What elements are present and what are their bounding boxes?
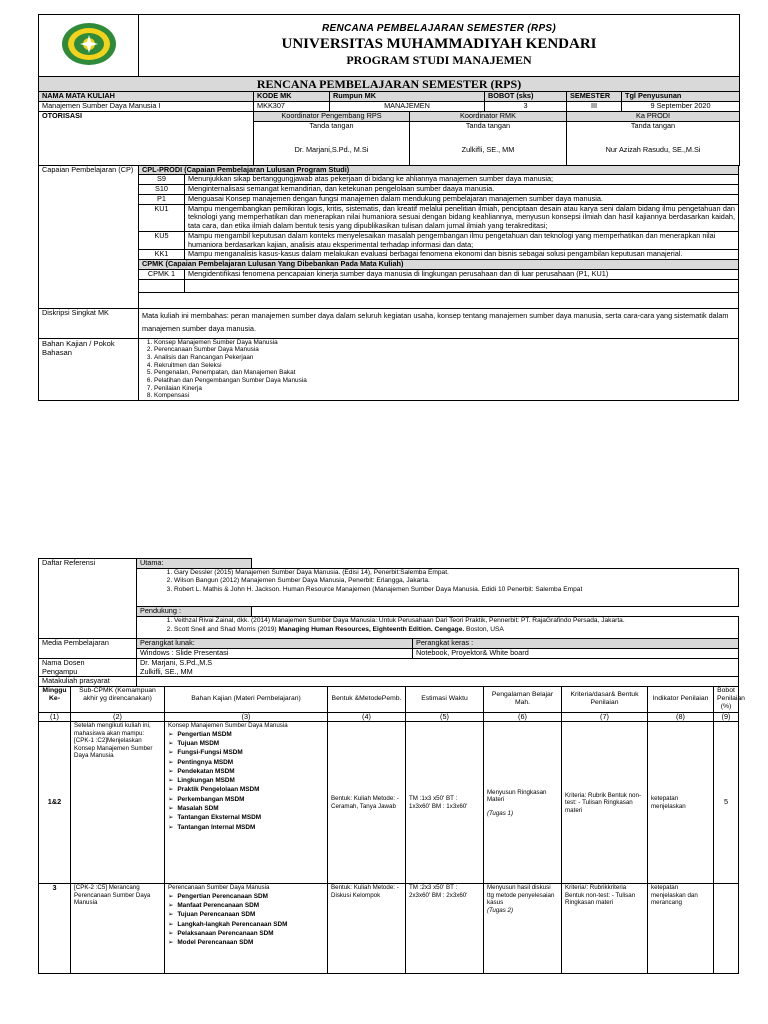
signatory-name: Zulkifli, SE., MM: [461, 145, 515, 155]
label-software: Perangkat lunak:: [137, 639, 413, 649]
signature-rmk-coordinator: [410, 121, 567, 165]
signatory-name: Dr. Marjani,S.Pd., M.Si: [294, 145, 369, 155]
label-references: Daftar Referensi: [39, 559, 137, 639]
label-topics: Bahan Kajian / Pokok Bahasan: [39, 338, 139, 401]
cpmk-empty: [139, 279, 185, 292]
role-head-of-program: Ka PRODI: [567, 111, 740, 121]
cpmk-header: CPMK (Capaian Pembelajaran Lulusan Yang Dibebankan Pada Mata Kuliah): [139, 260, 739, 270]
course-cluster: MANAJEMEN: [330, 102, 485, 112]
topic-point: ➢ Pendekatan MSDM: [168, 767, 324, 776]
cp-text: Menunjukkan sikap bertanggungjawab atas pekerjaan di bidang ke ahliannya manajemen sumber daya manusia;: [185, 175, 739, 185]
reference-item: [174, 626, 735, 635]
cpmk-empty: [185, 279, 739, 292]
rps-header-table: [38, 14, 740, 166]
course-credits: 3: [485, 102, 567, 112]
label-authorization: OTORISASI: [39, 111, 254, 165]
row-weight: 5: [714, 722, 739, 884]
label-description: Diskripsi Singkat MK: [39, 308, 139, 338]
rps-page-2: [38, 558, 745, 974]
row-week: 3: [39, 884, 71, 974]
row-topic: [165, 884, 328, 974]
label-cp: Capaian Pembelajaran (CP): [39, 165, 139, 308]
cp-table: [38, 165, 739, 309]
hardware-value: Notebook, Proyektor& White board: [413, 649, 739, 659]
lecturer-name: Dr. Marjani, S.Pd.,M.S: [140, 657, 213, 667]
cpmk-empty: [139, 292, 739, 308]
row-time: TM :2x3 x50' BT : 2x3x60' BM : 2x3x60': [406, 884, 484, 974]
topic-point: ➢ Tujuan MSDM: [168, 739, 324, 748]
col-number: (6): [484, 712, 562, 722]
reference-item: 1. Gary Dessler (2015) Manajemen Sumber Daya Manusia. (Edisi 14), Penerbit:Salemba Empat.: [174, 569, 735, 578]
topic-item: 3. Analisis dan Rancangan Pekerjaan: [154, 354, 735, 362]
role-rmk-coordinator: Koordinator RMK: [410, 111, 567, 121]
col-number: (9): [714, 712, 739, 722]
cp-code: S9: [139, 175, 185, 185]
col-number: (1): [39, 712, 71, 722]
row-topic: [165, 722, 328, 884]
topic-point: ➢ Manfaat Perencanaan SDM: [168, 901, 324, 910]
course-name: Manajemen Sumber Daya Manusia I: [39, 102, 254, 112]
row-method: Bentuk: Kuliah Metode: -Diskusi Kelompok: [328, 884, 406, 974]
table-row: [39, 884, 739, 974]
col-number: (7): [562, 712, 648, 722]
label-main-references: Utama:: [137, 559, 252, 569]
topic-item: 6. Pelatihan dan Pengembangan Sumber Daya Manusia: [154, 377, 735, 385]
label-media: Media Pembelajaran: [39, 639, 137, 659]
topic-point: ➢ Pengertian Perencanaan SDM: [168, 892, 324, 901]
header-week: Minggu Ke-: [39, 687, 71, 712]
row-sub-cpmk: [CPK-2 :C5] Merancang Perencanaan Sumber Daya Manusia: [71, 884, 165, 974]
row-topic-title: Konsep Manajemen Sumber Daya Manusia: [168, 722, 288, 730]
col-number: (8): [648, 712, 714, 722]
topic-point: ➢ Pengertian MSDM: [168, 730, 324, 739]
label-prerequisite: Matakuliah prasyarat: [39, 677, 137, 687]
topic-point: ➢ Langkah-langkah Perencanaan SDM: [168, 920, 324, 929]
role-rps-coordinator: Koordinator Pengembang RPS: [254, 111, 410, 121]
row-experience-text: Menyusun hasil diskusi ttg metode penyelesaian kasus: [487, 884, 555, 907]
rps-title: RENCANA PEMBELAJARAN SEMESTER (RPS): [39, 77, 740, 92]
row-week: 1&2: [39, 722, 71, 884]
logo-cell: [39, 15, 139, 77]
topic-point: ➢ Tujuan Perencanaan SDM: [168, 910, 324, 919]
course-code: MKK307: [254, 102, 330, 112]
header-indicator: Indikator Penilaian: [648, 687, 714, 712]
support-references-list: [137, 617, 739, 639]
signature-head-of-program: [567, 121, 740, 165]
cpmk-code: CPMK 1: [139, 269, 185, 279]
row-criteria: Kriteria: Rubrik Bentuk non-test: - Tulisan Ringkasan materi: [562, 722, 648, 884]
cp-code: KU5: [139, 231, 185, 250]
signature-label: Tanda tangan: [630, 120, 676, 130]
topic-item: 8. Kompensasi: [154, 392, 735, 400]
col-number: (5): [406, 712, 484, 722]
label-semester: SEMESTER: [567, 92, 622, 102]
topic-point: ➢ Praktik Pengelolaan MSDM: [168, 785, 324, 794]
row-experience: [484, 722, 562, 884]
label-credits: BOBOT (sks): [485, 92, 567, 102]
row-topic-title: Perencanaan Sumber Daya Manusia: [168, 884, 270, 892]
course-semester: III: [567, 102, 622, 112]
topic-point: ➢ Lingkungan MSDM: [168, 776, 324, 785]
reference-item: 2. Wilson Bangun (2012) Manajemen Sumber Daya Manusia, Penerbit: Erlangga, Jakarta.: [174, 577, 735, 586]
description-table: [38, 308, 739, 402]
signature-label: Tanda tangan: [309, 120, 354, 130]
header-time: Estimasi Waktu: [406, 687, 484, 712]
label-course-code: KODE MK: [254, 92, 330, 102]
header-weight: Bobot Penilaian (%): [714, 687, 739, 712]
signatory-name: Nur Azizah Rasudu, SE.,M.Si: [605, 145, 701, 155]
signature-label: Tanda tangan: [465, 120, 511, 130]
header-experience: Pengalaman Belajar Mah.: [484, 687, 562, 712]
label-support-references: Pendukung :: [137, 607, 252, 617]
references-table: [38, 558, 739, 639]
row-time: TM :1x3 x50' BT : 1x3x60' BM : 1x3x60': [406, 722, 484, 884]
header-criteria: Kriteria/dasar& Bentuk Penilaian: [562, 687, 648, 712]
label-cluster: Rumpun MK: [330, 92, 485, 102]
table-row: [39, 722, 739, 884]
main-references-list: [137, 568, 739, 607]
row-indicator: ketepatan menjelaskan dan merancang: [648, 884, 714, 974]
row-task: (Tugas 1): [487, 809, 514, 817]
topic-item: 1. Konsep Manajemen Sumber Daya Manusia: [154, 339, 735, 347]
topic-point: ➢ Fungsi-Fungsi MSDM: [168, 748, 324, 757]
row-experience-text: Menyusun Ringkasan Materi: [487, 788, 547, 804]
cp-code: S10: [139, 185, 185, 195]
topic-point: ➢ Pelaksanaan Perencanaan SDM: [168, 929, 324, 938]
university-name: UNIVERSITAS MUHAMMADIYAH KENDARI: [281, 36, 597, 53]
cp-text: Menguasai Konsep manajemen dengan fungsi manajemen dalam mendukung pembelajaran manajemen sumber daya manusia.: [185, 194, 739, 204]
header-method: Bentuk &MetodePemb.: [328, 687, 406, 712]
header-topic: Bahan Kajian (Materi Pembelajaran): [165, 687, 328, 712]
topic-point: ➢ Model Perencanaan SDM: [168, 938, 324, 947]
topic-item: 7. Penilaian Kinerja: [154, 385, 735, 393]
cpmk-text: Mengidentifikasi fenomena pencapaian kinerja sumber daya manusia di lingkungan perusahaan dan di luar perusahaan (P1, KU1): [185, 269, 739, 279]
software-value: Windows : Slide Presentasi: [137, 649, 413, 659]
cp-text: Mampu menganalisis kasus-kasus dalam melakukan evaluasi berbagai fenomena ekonomi dan bisnis sebagai solusi pengambilan keputusan manajerial.: [185, 250, 739, 260]
row-experience: [484, 884, 562, 974]
row-criteria: Kriteria/: Rubrikkriteria Bentuk non-test: - Tulisan Ringkasan materi: [562, 884, 648, 974]
col-number: (4): [328, 712, 406, 722]
topic-item: 4. Rekruitmen dan Seleksi: [154, 362, 735, 370]
label-lecturer: [39, 658, 137, 677]
cp-code: P1: [139, 194, 185, 204]
topic-point: ➢ Tantangan Internal MSDM: [168, 823, 324, 832]
cp-text: Menginternalisasi semangat kemandirian, dan ketekunan pengelolaan sumber daaya manusia.: [185, 185, 739, 195]
course-date: 9 September 2020: [622, 102, 740, 112]
row-weight: [714, 884, 739, 974]
topics-list: [139, 338, 739, 401]
col-number: (2): [71, 712, 165, 722]
reference-text: Scott Snell and Shad Morris (2019) Managing Human Resources, Eighteenth Edition. Cengage. Boston, USA: [174, 625, 504, 633]
topic-point: ➢ Perkembangan MSDM: [168, 795, 324, 804]
cpl-prodi-header: CPL-PRODI (Capaian Pembelajaran Lulusan Program Studi): [139, 165, 739, 175]
header-titles: [139, 15, 740, 77]
row-sub-cpmk: Setelah mengikuti kuliah ini, mahasiswa akan mampu: [CPK-1 :C2]Menjelaskan Konsep Manajemen Sumber Daya Manusia: [71, 722, 165, 884]
row-indicator: ketepatan menjelaskan: [648, 722, 714, 884]
cp-code: KK1: [139, 250, 185, 260]
topic-item: 2. Perencanaan Sumber Daya Manusia: [154, 346, 735, 354]
header-sub-cpmk: Sub-CPMK (Kemampuan akhir yg direncanakan): [71, 687, 165, 712]
program-name: PROGRAM STUDI MANAJEMEN: [346, 53, 532, 68]
row-method: Bentuk: Kuliah Metode: - Ceramah, Tanya Jawab: [328, 722, 406, 884]
media-table: [38, 638, 739, 687]
label-hardware: Perangkat keras :: [413, 639, 739, 649]
cp-code: KU1: [139, 204, 185, 231]
col-number: (3): [165, 712, 328, 722]
lecturer-name: Zulkifli, SE., MM: [140, 666, 193, 676]
topic-point: ➢ Masalah SDM: [168, 804, 324, 813]
row-task: (Tugas 2): [487, 906, 514, 914]
label-lecturer-line2: Pengampu: [42, 666, 78, 676]
topic-item: 5. Pengenalan, Penempatan, dan Manajemen Bakat: [154, 369, 735, 377]
cp-text: Mampu mengembangkan pemikiran logis, kritis, sistematis, dan kreatif melalui penelitian ilmiah, penciptaan desain atau karya seni dalam bidang ilmu pengetahuan dan teknologi yang memperhatikan dan menerapkan nilai humaniora sesuai dengan bidang keahliannya, menyusun konsepsi ilmiah dan hasil kajiannya berdasarkan kaidah, tata cara, dan etika ilmiah dalam bentuk tesis yang dipublikasikan tulisan dalam jurnal ilmiah yang terakreditasi;: [185, 204, 739, 231]
label-lecturer-line1: Nama Dosen: [42, 657, 85, 667]
cp-text: Mampu mengambil keputusan dalam konteks menyelesaikan masalah pengembangan ilmu pengetahuan dan teknologi yang memperhatikan dan menerapkan nilai humaniora berdasarkan kajian, analisis atau eksperimental terhadap informasi dan data;: [185, 231, 739, 250]
lecturer-names: [137, 658, 739, 677]
rps-page-1: [38, 14, 739, 401]
label-course-name: NAMA MATA KULIAH: [39, 92, 254, 102]
reference-item: 1. Veithzal Rivai Zainal, dkk. (2014) Manajemen Sumber Daya Manusia: Untuk Perusahaan Dari Teori Praktik, Pennerbit: PT. RajaGrafindo Persada, Jakarta.: [174, 617, 735, 626]
topic-point: ➢ Pentingnya MSDM: [168, 758, 324, 767]
topic-point: ➢ Tantangan Eksternal MSDM: [168, 813, 324, 822]
reference-item: 3. Robert L. Mathis & John H. Jackson. Human Resource Manajemen (Manajemen Sumber Daya Manusia. Edidi 10 Penerbit: Salemba Empat: [174, 586, 735, 595]
signature-rps-coordinator: [254, 121, 410, 165]
university-logo: [60, 21, 118, 67]
header-line1: RENCANA PEMBELAJARAN SEMESTER (RPS): [321, 23, 557, 35]
schedule-table: [38, 686, 745, 974]
label-date: Tgl Penyusunan: [622, 92, 740, 102]
description-text: Mata kuliah ini membahas: peran manajemen sumber daya dalam seluruh kegiatan usaha, konsep tentang manajemen sumber daya manusia, serta cara-cara yang sistematik dalam manajemen sumber daya manusia.: [139, 308, 739, 338]
